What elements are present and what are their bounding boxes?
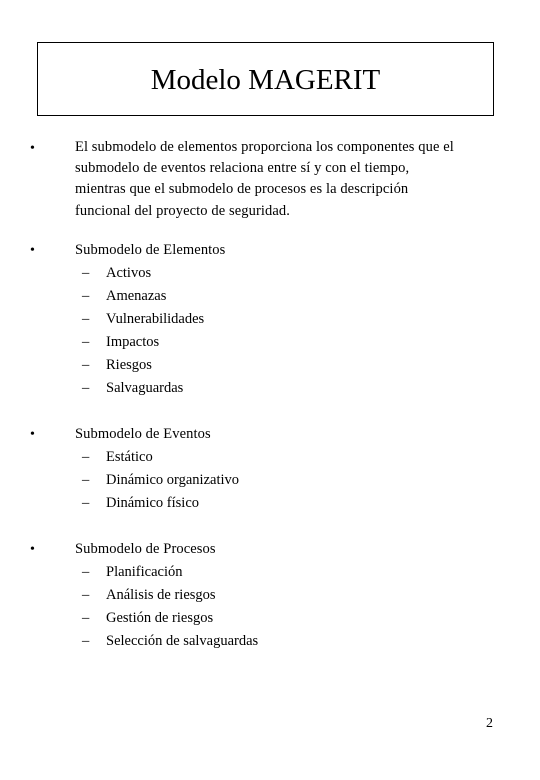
dash-icon: – (82, 334, 90, 350)
list-item-label: Vulnerabilidades (106, 311, 205, 327)
intro-line: funcional del proyecto de seguridad. (75, 203, 290, 219)
dash-icon: – (82, 472, 90, 488)
title-box (37, 42, 494, 116)
dash-icon: – (82, 357, 90, 373)
list-item-label: Planificación (106, 564, 183, 580)
dash-icon: – (82, 265, 90, 281)
list-item (0, 584, 540, 607)
dash-icon: – (82, 380, 90, 396)
page-number: 2 (486, 716, 493, 731)
bullet-icon: • (30, 141, 35, 156)
list-item (0, 308, 540, 331)
intro-line: mientras que el submodelo de procesos es la descripción (75, 181, 409, 197)
list-item-label: Selección de salvaguardas (106, 633, 259, 649)
list-item-label: Dinámico organizativo (106, 472, 240, 488)
list-item (0, 630, 540, 653)
list-item-label: Amenazas (106, 288, 167, 304)
dash-icon: – (82, 633, 90, 649)
dash-icon: – (82, 587, 90, 603)
list-item-label: Salvaguardas (106, 380, 184, 396)
dash-icon: – (82, 610, 90, 626)
dash-icon: – (82, 564, 90, 580)
dash-icon: – (82, 495, 90, 511)
list-item (0, 607, 540, 630)
list-item (0, 492, 540, 515)
list-item-label: Análisis de riesgos (106, 587, 216, 603)
list-item (0, 285, 540, 308)
section-heading: Submodelo de Procesos (75, 541, 216, 557)
list-item (0, 354, 540, 377)
intro-line: submodelo de eventos relaciona entre sí y con el tiempo, (75, 160, 410, 176)
list-item (0, 262, 540, 285)
list-item-label: Dinámico físico (106, 495, 200, 511)
dash-icon: – (82, 449, 90, 465)
list-item (0, 377, 540, 400)
list-item-label: Estático (106, 449, 153, 465)
intro-line: El submodelo de elementos proporciona los componentes que el (75, 139, 454, 155)
list-item (0, 446, 540, 469)
list-item-label: Riesgos (106, 357, 152, 373)
list-item-label: Impactos (106, 334, 160, 350)
bullet-icon: • (30, 542, 35, 557)
list-item (0, 331, 540, 354)
section-heading: Submodelo de Elementos (75, 242, 226, 258)
bullet-icon: • (30, 243, 35, 258)
dash-icon: – (82, 288, 90, 304)
section-heading: Submodelo de Eventos (75, 426, 211, 442)
list-item (0, 469, 540, 492)
list-item-label: Gestión de riesgos (106, 610, 214, 626)
bullet-icon: • (30, 427, 35, 442)
dash-icon: – (82, 311, 90, 327)
page-title: Modelo MAGERIT (150, 63, 381, 96)
list-item (0, 561, 540, 584)
list-item-label: Activos (106, 265, 152, 281)
